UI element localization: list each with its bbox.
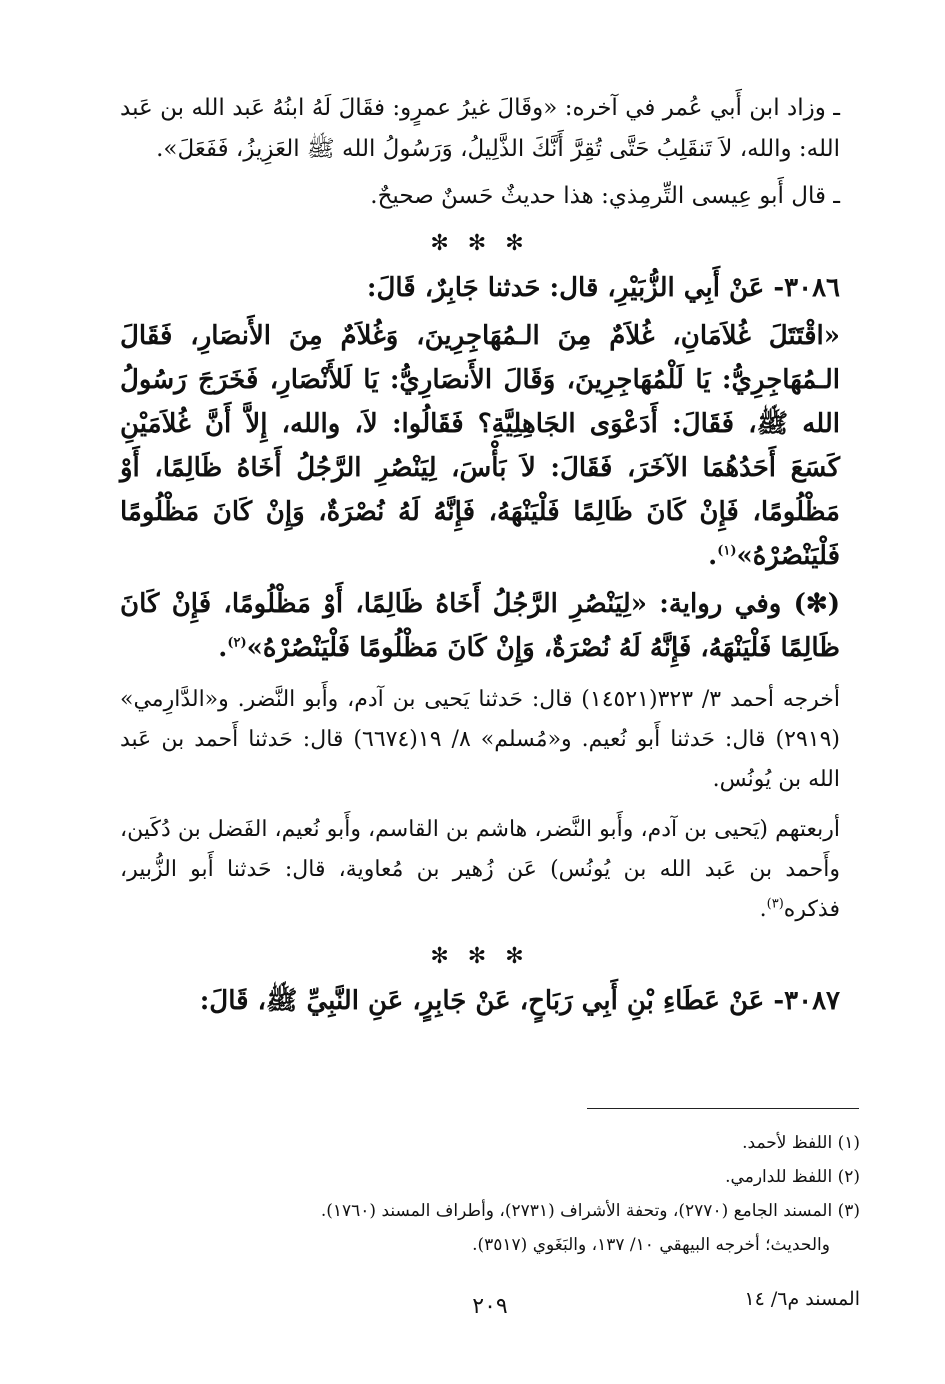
footnote-divider: [587, 1108, 859, 1109]
footnotes: [120, 1126, 860, 1262]
matn-text: «اقْتَتَلَ غُلاَمَانِ، غُلاَمٌ مِنَ الـمُهَاجِرِينَ، وَغُلاَمٌ مِنَ الأَنصَارِ، فَقَالَ الـمُهَاجِرِيُّ: يَا لَلْمُهَاجِرِينَ، وَقَالَ الأَنصَارِيُّ: يَا لَلأَنْصَارِ، فَخَرَجَ رَسُولُ الله ﷺ، فَقَالَ: أَدَعْوَى الجَاهِلِيَّةِ؟ فَقَالُوا: لاَ، والله، إِلاَّ أَنَّ غُلاَمَيْنِ كَسَعَ أَحَدُهُمَا الآخَرَ، فَقَالَ: لاَ بَأْسَ، لِيَنْصُرِ الرَّجُلُ أَخَاهُ ظَالِمًا، أَوْ مَظْلُومًا، فَإِنْ كَانَ ظَالِمًا فَلْيَنْهَهُ، فَإِنَّهُ لَهُ نُصْرَةٌ، وَإِنْ كَانَ مَظْلُومًا فَلْيَنْصُرْهُ»: [120, 321, 840, 571]
hadith-3087-heading: [120, 979, 840, 1023]
footnote-1: (١) اللفظ لأحمد.: [742, 1133, 860, 1153]
addition-paragraph: ـ وزاد ابن أَبي عُمر في آخره: «وقَالَ غيرُ عمرٍو: فقَالَ لَهُ ابنُهُ عَبد الله بن عَبد الله: والله، لاَ تَنقَلِبُ حَتَّى تُقِرَّ أَنَّكَ الذَّلِيلُ، وَرَسُولُ الله ﷺ العَزِيزُ، فَفَعَلَ».: [120, 95, 840, 162]
hadith-intro: - عَنْ أَبِي الزُّبَيْرِ، قال: حَدثنا جَابِرٌ، قَالَ:: [366, 273, 785, 303]
section-separator: ✻ ✻ ✻: [430, 944, 530, 969]
volume-signature: المسند م٦/ ١٤: [744, 1288, 860, 1310]
hadith-intro: - عَنْ عَطَاءِ بْنِ أَبِي رَبَاحٍ، عَنْ جَابِرٍ، عَنِ النَّبِيِّ ﷺ، قَالَ:: [199, 986, 785, 1016]
footnote-3: (٣) المسند الجامع (٢٧٧٠)، وتحفة الأشراف (٢٧٣١)، وأطراف المسند (١٧٦٠).: [320, 1201, 860, 1221]
hadith-3086-heading: [120, 266, 840, 310]
hadith-3086-riwaya: (✻) وفي رواية: «لِيَنْصُرِ الرَّجُلُ أَخَاهُ ظَالِمًا، أَوْ مَظْلُومًا، فَإِنْ كَانَ ظَالِمًا فَلْيَنْهَهُ، فَإِنَّهُ لَهُ نُصْرَةٌ، وَإِنْ كَانَ مَظْلُومًا فَلْيَنْصُرْهُ»$^{(٢)}$.: [120, 589, 840, 663]
riwaya-text: (✻) وفي رواية: «لِيَنْصُرِ الرَّجُلُ أَخَاهُ ظَالِمًا، أَوْ مَظْلُومًا، فَإِنْ كَانَ ظَالِمًا فَلْيَنْهَهُ، فَإِنَّهُ لَهُ نُصْرَةٌ، وَإِنْ كَانَ مَظْلُومًا فَلْيَنْصُرْهُ»: [120, 589, 840, 663]
section-separator: ✻ ✻ ✻: [430, 231, 530, 256]
page-number: ٢٠٩: [472, 1294, 508, 1319]
hadith-number: ٣٠٨٧: [784, 986, 840, 1016]
takhrij-paragraph-2: أربعتهم (يَحيى بن آدم، وأَبو النَّضر، هاشم بن القاسم، وأَبو نُعيم، الفَضل بن دُكَين، وأَحمد بن عَبد الله بن يُونُس) عَن زُهير بن مُعاوية، قال: حَدثنا أَبو الزُّبير، فذكره$^{(٣)}$.: [120, 817, 840, 922]
footnote-3-continued: والحديث؛ أخرجه البيهقي ١٠/ ١٣٧، والبَغَوي (٣٥١٧).: [472, 1235, 830, 1255]
hadith-3086-matn: «اقْتَتَلَ غُلاَمَانِ، غُلاَمٌ مِنَ الـمُهَاجِرِينَ، وَغُلاَمٌ مِنَ الأَنصَارِ، فَقَالَ الـمُهَاجِرِيُّ: يَا لَلْمُهَاجِرِينَ، وَقَالَ الأَنصَارِيُّ: يَا لَلأَنْصَارِ، فَخَرَجَ رَسُولُ الله ﷺ، فَقَالَ: أَدَعْوَى الجَاهِلِيَّةِ؟ فَقَالُوا: لاَ، والله، إِلاَّ أَنَّ غُلاَمَيْنِ كَسَعَ أَحَدُهُمَا الآخَرَ، فَقَالَ: لاَ بَأْسَ، لِيَنْصُرِ الرَّجُلُ أَخَاهُ ظَالِمًا، أَوْ مَظْلُومًا، فَإِنْ كَانَ ظَالِمًا فَلْيَنْهَهُ، فَإِنَّهُ لَهُ نُصْرَةٌ، وَإِنْ كَانَ مَظْلُومًا فَلْيَنْصُرْهُ»$^{(١)}$.: [120, 321, 840, 571]
tirmidhi-verdict: ـ قال أَبو عِيسى التِّرمِذي: هذا حديثٌ حَسنٌ صحيحٌ.: [370, 183, 840, 209]
footnote-ref-2[interactable]: (٢): [227, 635, 247, 651]
takhrij-paragraph-1: أخرجه أحمد ٣/ ٣٢٣(١٤٥٢١) قال: حَدثنا يَحيى بن آدم، وأَبو النَّضر. و«الدَّارِمي» (٢٩١٩) قال: حَدثنا أَبو نُعيم. و«مُسلم» ٨/ ١٩(٦٦٧٤) قال: حَدثنا أَحمد بن عَبد الله بن يُونُس.: [120, 687, 841, 792]
footnote-2: (٢) اللفظ للدارمي.: [725, 1167, 860, 1187]
footnote-ref-3[interactable]: (٣): [766, 896, 784, 912]
takhrij-text: أربعتهم (يَحيى بن آدم، وأَبو النَّضر، هاشم بن القاسم، وأَبو نُعيم، الفَضل بن دُكَين، وأَحمد بن عَبد الله بن يُونُس) عَن زُهير بن مُعاوية، قال: حَدثنا أَبو الزُّبير، فذكره: [120, 817, 840, 922]
hadith-number: ٣٠٨٦: [784, 273, 840, 303]
page-body: [120, 88, 840, 1027]
page-footer: [120, 1288, 860, 1328]
footnote-ref-1[interactable]: (١): [717, 543, 737, 559]
